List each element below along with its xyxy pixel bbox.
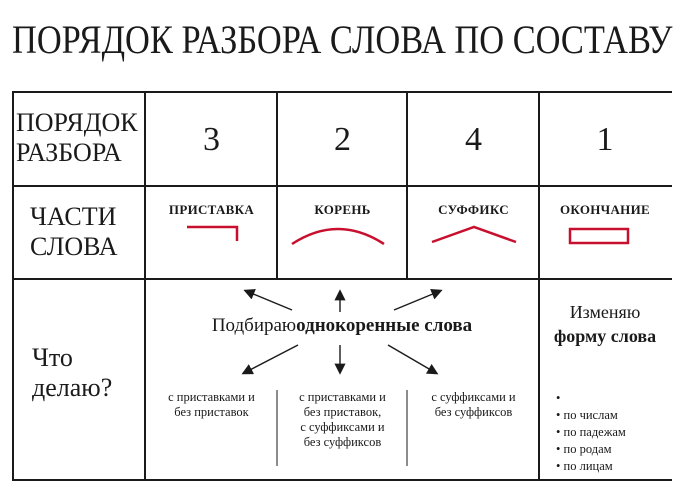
row-label-parts: [30, 200, 144, 264]
page-title: ПОРЯДОК РАЗБОРА СЛОВА ПО СОСТАВУ: [12, 17, 673, 62]
action-col-ending-line2: форму слова: [553, 326, 657, 346]
order-root: 2: [334, 120, 351, 158]
ending-bullet-item: • по падежам: [556, 424, 626, 441]
arrow-up-left: [246, 291, 292, 310]
ending-bullet-item: • по лицам: [556, 458, 626, 475]
ending-bullet-item: • по родам: [556, 441, 626, 458]
action-col-suffix-line1: с суффиксами и: [431, 390, 516, 404]
row-label-parts-line1: ЧАСТИ: [30, 202, 117, 231]
action-col-ending-line1: Изменяю: [569, 302, 641, 322]
action-col-prefix-line1: с приставками и: [168, 390, 255, 404]
arrow-down-right: [388, 345, 436, 373]
row-label-parts-line2: СЛОВА: [30, 232, 118, 261]
ending-bullet-item: • • по числам: [556, 407, 626, 424]
part-suffix-label: СУФФИКС: [438, 202, 509, 217]
row-label-actions: [32, 340, 144, 406]
arrow-down-left: [244, 345, 298, 373]
row-label-order: [16, 106, 144, 170]
action-col-prefix-line2: без приставок: [174, 405, 249, 419]
order-suffix: 4: [465, 120, 482, 158]
action-col-root-line3: с суффиксами и: [300, 420, 385, 434]
part-ending-label: ОКОНЧАНИЕ: [560, 202, 650, 217]
row-label-order-line1: ПОРЯДОК: [16, 108, 138, 137]
row-label-actions-line2: делаю?: [32, 373, 113, 402]
root-symbol: [292, 229, 384, 244]
order-ending: 1: [596, 120, 614, 158]
action-col-suffix-line2: без суффиксов: [434, 405, 513, 419]
action-col-prefix: [146, 390, 277, 424]
action-col-root: [278, 390, 407, 460]
part-root-label: КОРЕНЬ: [314, 202, 371, 217]
action-col-root-line2: без приставок,: [303, 405, 382, 419]
row-label-order-line2: РАЗБОРА: [16, 138, 122, 167]
action-col-ending: [540, 298, 670, 350]
action-col-suffix: [408, 390, 539, 424]
ending-symbol: [570, 229, 628, 243]
prefix-symbol: [187, 227, 237, 241]
action-col-root-line1: с приставками и: [299, 390, 386, 404]
suffix-symbol: [432, 227, 516, 242]
action-col-root-line4: без суффиксов: [303, 435, 382, 449]
order-prefix: 3: [203, 120, 220, 158]
ending-bullet-list: [556, 390, 670, 473]
center-instruction-plain: Подбираю: [211, 315, 297, 336]
part-prefix-label: ПРИСТАВКА: [168, 202, 255, 217]
center-instruction-bold: однокоренные слова: [296, 315, 473, 336]
arrow-up-right: [394, 291, 440, 310]
row-label-actions-line1: Что: [32, 343, 73, 372]
center-instruction: [146, 313, 538, 339]
